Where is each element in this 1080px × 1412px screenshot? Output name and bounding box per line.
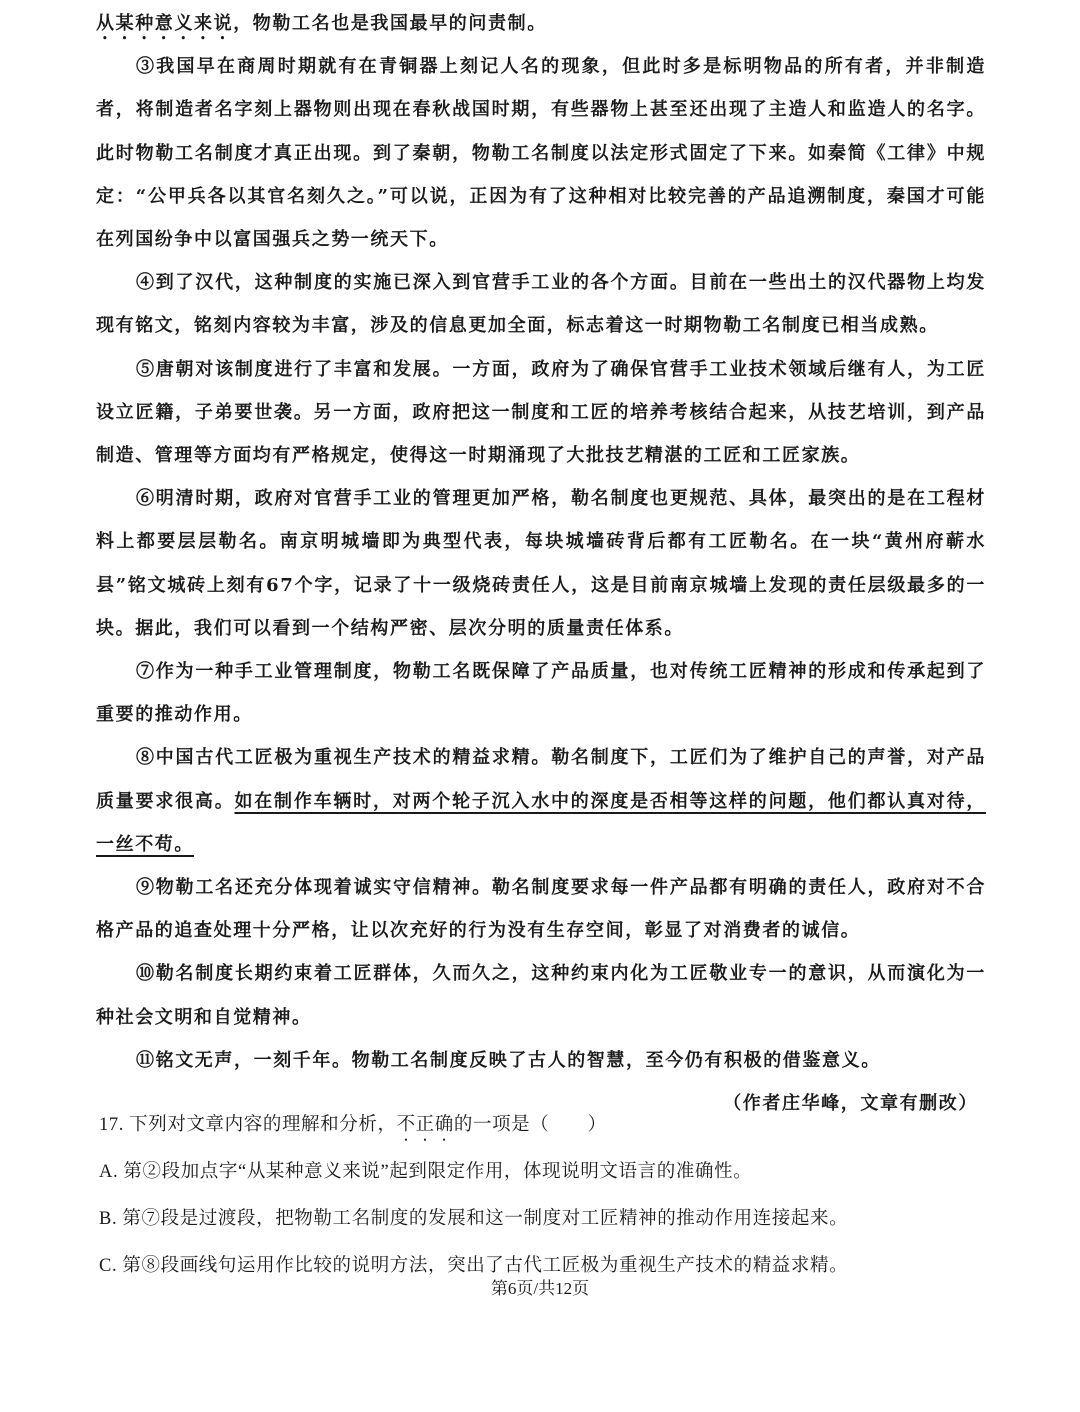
author-note: （作者庄华峰，文章有删改）	[723, 1093, 978, 1115]
paragraph-10: ⑩勒名制度长期约束着工匠群体，久而久之，这种约束内化为工匠敬业专一的意识，从而演化为一种社会文明和自觉精神。	[96, 963, 986, 1028]
option-b: B. 第⑦段是过渡段，把物勒工名制度的发展和这一制度对工匠精神的推动作用连接起来。	[99, 1209, 849, 1229]
paragraph-9: ⑨物勒工名还充分体现着诚实守信精神。勒名制度要求每一件产品都有明确的责任人，政府对不合格产品的追查处理十分严格，让以次充好的行为没有生存空间，彰显了对消费者的诚信。	[96, 877, 986, 942]
option-c: C. 第⑧段画线句运用作比较的说明方法，突出了古代工匠极为重视生产技术的精益求精。	[99, 1256, 849, 1276]
paragraph-4: ④到了汉代，这种制度的实施已深入到官营手工业的各个方面。目前在一些出土的汉代器物上均发现有铭文，铭刻内容较为丰富，涉及的信息更加全面，标志着这一时期物勒工名制度已相当成熟。	[96, 272, 986, 337]
paragraph-8	[96, 736, 986, 866]
question-stem-bracket: 的一项是（ ）	[453, 1115, 607, 1135]
paragraph-8-lead: ⑧中国古代工匠极为重视生产技术的精益求精。勒名制度下，工匠们为了维护自己的声誉，对产品质量要求很高。	[96, 747, 986, 812]
paragraph-11: ⑪铭文无声，一刻千年。物勒工名制度反映了古人的智慧，至今仍有积极的借鉴意义。	[136, 1049, 881, 1071]
paragraph-2-end	[96, 2, 986, 45]
paragraph-5: ⑤唐朝对该制度进行了丰富和发展。一方面，政府为了确保官营手工业技术领域后继有人，为工匠设立匠籍，子弟要世袭。另一方面，政府把这一制度和工匠的培养考核结合起来，从技艺培训，到产品制造、管理等方面均有严格规定，使得这一时期涌现了大批技艺精湛的工匠和工匠家族。	[96, 358, 986, 467]
paragraph-2-end-text: ，物勒工名也是我国最早的问责制。	[233, 13, 547, 34]
question-17	[99, 1102, 989, 1290]
page-number: 第6页/共12页	[490, 1279, 590, 1298]
paragraph-6: ⑥明清时期，政府对官营手工业的管理更加严格，勒名制度也更规范、具体，最突出的是在工程材料上都要层层勒名。南京明城墙即为典型代表，每块城墙砖背后都有工匠勒名。在一块“黄州府蕲水县”铭文城砖上刻有67个字，记录了十一级烧砖责任人，这是目前南京城墙上发现的责任层级最多的一块。据此，我们可以看到一个结构严密、层次分明的质量责任体系。	[96, 488, 986, 639]
paragraph-7: ⑦作为一种手工业管理制度，物勒工名既保障了产品质量，也对传统工匠精神的形成和传承起到了重要的推动作用。	[96, 661, 986, 726]
paragraph-3: ③我国早在商周时期就有在青铜器上刻记人名的现象，但此时多是标明物品的所有者，并非制造者，将制造者名字刻上器物则出现在春秋战国时期，有些器物上甚至还出现了主造人和监造人的名字。此时物勒工名制度才真正出现。到了秦朝，物勒工名制度以法定形式固定了下来。如秦简《工律》中规定：“公甲兵各以其官名刻久之。”可以说，正因为有了这种相对比较完善的产品追溯制度，秦国才可能在列国纷争中以富国强兵之势一统天下。	[96, 56, 986, 251]
question-stem-emphasis: 不正确	[396, 1115, 454, 1135]
question-stem-text: 17. 下列对文章内容的理解和分析，	[99, 1115, 397, 1135]
reading-passage	[96, 2, 986, 1125]
option-a: A. 第②段加点字“从某种意义来说”起到限定作用，体现说明文语言的准确性。	[99, 1162, 753, 1182]
question-stem	[99, 1102, 989, 1149]
underlined-sentence: 如在制作车辆时，对两个轮子沉入水中的深度是否相等这样的问题，他们都认真对待，一丝不苟。	[96, 790, 987, 855]
dotted-phrase: 从某种意义来说	[96, 13, 234, 34]
